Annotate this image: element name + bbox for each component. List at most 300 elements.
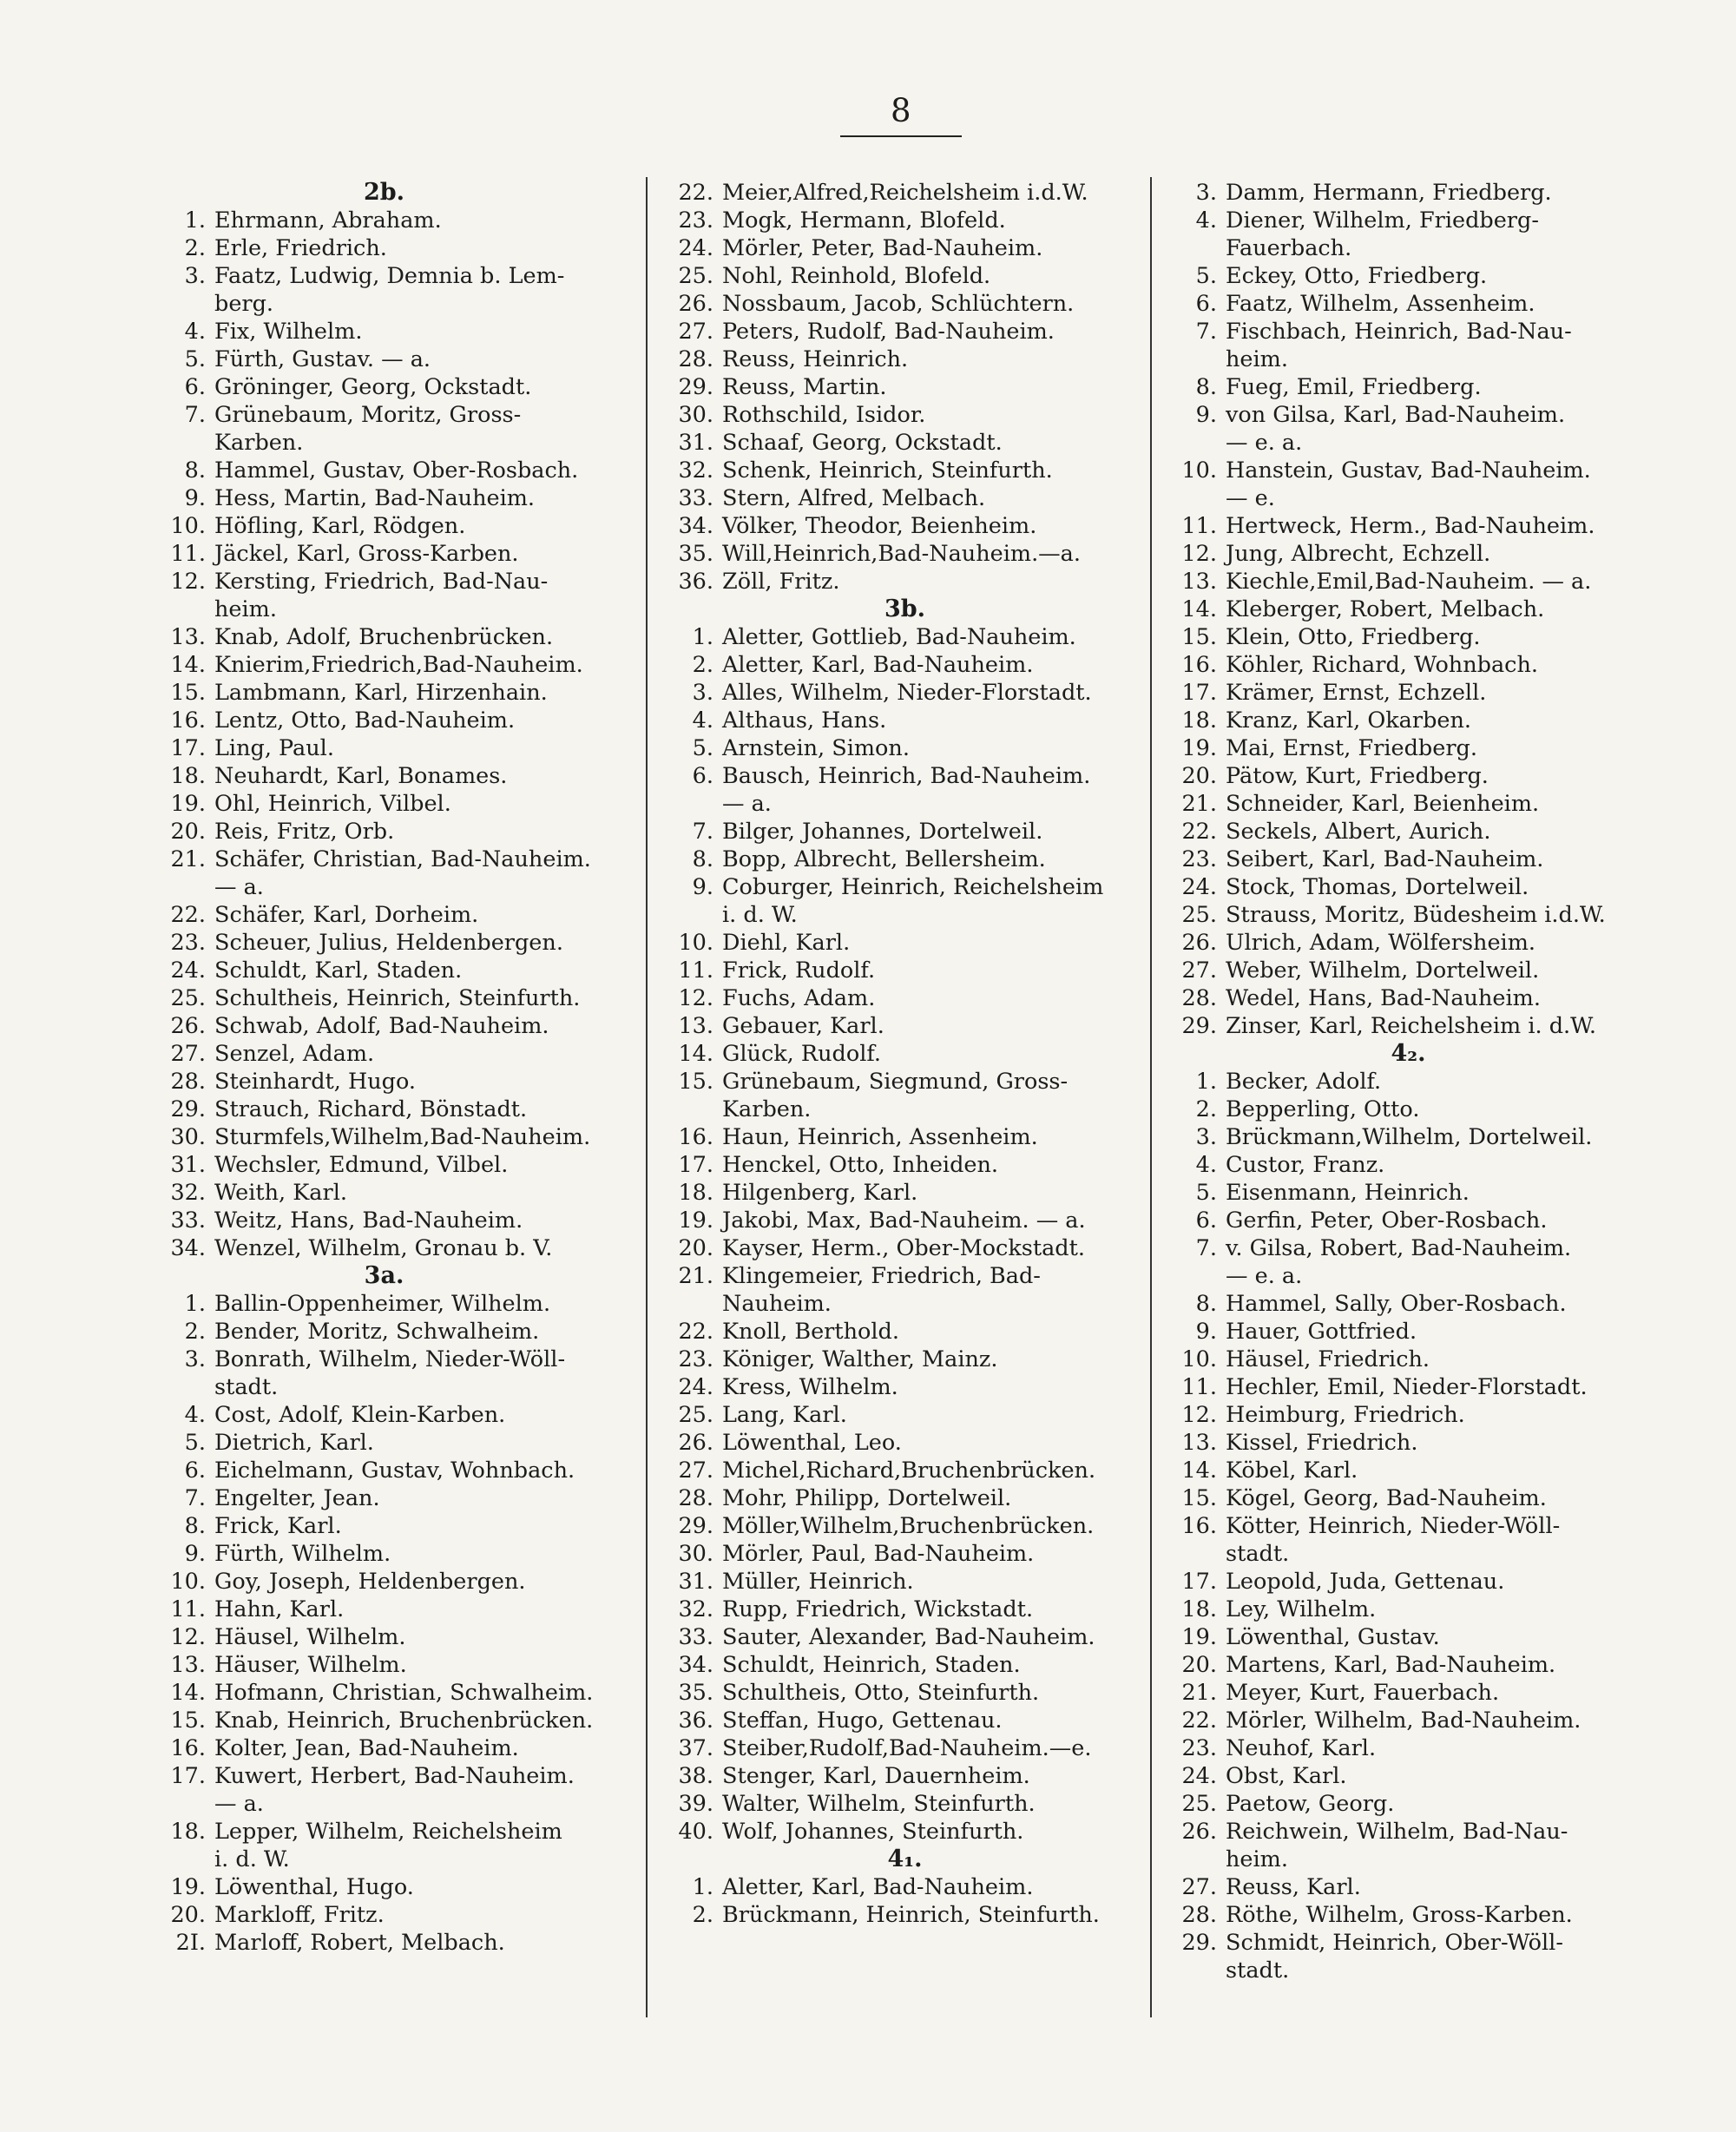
item-number: 4.: [1195, 1152, 1217, 1178]
item-text: Wolf, Johannes, Steinfurth.: [722, 1819, 1024, 1845]
item-number: 16.: [170, 707, 206, 734]
item-number: 6.: [184, 374, 206, 400]
list-item: [161, 651, 634, 679]
item-number: 32.: [678, 457, 713, 484]
item-text: Hammel, Sally, Ober-Rosbach.: [1226, 1291, 1567, 1317]
list-item: [161, 1596, 634, 1623]
item-text: Hechler, Emil, Nieder-Florstadt.: [1226, 1374, 1588, 1400]
list-item: [161, 707, 634, 734]
list-item: [668, 568, 1141, 596]
item-text: von Gilsa, Karl, Bad-Nauheim. — e. a.: [1226, 402, 1566, 456]
list-item: [1172, 1707, 1645, 1734]
item-text: Hess, Martin, Bad-Nauheim.: [214, 485, 536, 511]
item-number: 6.: [1195, 291, 1217, 317]
item-number: 19.: [1181, 735, 1217, 761]
item-number: 4.: [184, 1402, 206, 1428]
item-text: Weber, Wilhelm, Dortelweil.: [1226, 957, 1540, 984]
item-number: 7.: [692, 819, 713, 845]
item-text: Sturmfels,Wilhelm,Bad-Nauheim.: [214, 1124, 591, 1150]
item-number: 40.: [678, 1819, 713, 1845]
item-number: 20.: [170, 819, 206, 845]
list-item: [161, 1873, 634, 1901]
item-number: 5.: [692, 735, 713, 761]
item-text: Löwenthal, Leo.: [722, 1430, 902, 1456]
item-text: Mohr, Philipp, Dortelweil.: [722, 1485, 1012, 1511]
item-number: 11.: [678, 957, 713, 984]
item-number: 28.: [678, 346, 713, 372]
item-number: 19.: [170, 1874, 206, 1900]
item-text: Mörler, Wilhelm, Bad-Nauheim.: [1226, 1708, 1581, 1734]
item-number: 37.: [678, 1735, 713, 1761]
list-item: [1172, 957, 1645, 984]
item-text: Ling, Paul.: [214, 735, 334, 761]
item-text: Gerfin, Peter, Ober-Rosbach.: [1226, 1207, 1548, 1234]
list-item: [1172, 1679, 1645, 1707]
item-number: 36.: [678, 1708, 713, 1734]
item-text: Frick, Rudolf.: [722, 957, 876, 984]
item-text: Hauer, Gottfried.: [1226, 1319, 1417, 1345]
item-number: 26.: [170, 1013, 206, 1039]
item-text: Neuhardt, Karl, Bonames.: [214, 763, 508, 789]
item-text: Pätow, Kurt, Friedberg.: [1226, 763, 1489, 789]
item-number: 31.: [170, 1152, 206, 1178]
list-item: [161, 1096, 634, 1123]
item-number: 18.: [678, 1180, 713, 1206]
item-number: 22.: [1181, 819, 1217, 845]
item-text: Gröninger, Georg, Ockstadt.: [214, 374, 532, 400]
item-text: Strauss, Moritz, Büdesheim i.d.W.: [1226, 902, 1606, 928]
item-text: Weitz, Hans, Bad-Nauheim.: [214, 1207, 523, 1234]
item-text: Ehrmann, Abraham.: [214, 207, 442, 234]
item-number: 28.: [678, 1485, 713, 1511]
list-item: [161, 1707, 634, 1734]
item-text: Neuhof, Karl.: [1226, 1735, 1377, 1761]
item-number: 20.: [170, 1902, 206, 1928]
item-number: 14.: [1181, 596, 1217, 622]
list-item: [1172, 929, 1645, 957]
list-item: [668, 1457, 1141, 1484]
item-number: 3.: [692, 680, 713, 706]
item-number: 32.: [678, 1596, 713, 1622]
item-number: 12.: [1181, 541, 1217, 567]
list-item: [161, 373, 634, 401]
item-text: Brückmann,Wilhelm, Dortelweil.: [1226, 1124, 1593, 1150]
list-item: [1172, 540, 1645, 568]
item-number: 7.: [1195, 1235, 1217, 1261]
item-number: 30.: [678, 402, 713, 428]
item-number: 26.: [678, 1430, 713, 1456]
item-number: 28.: [170, 1069, 206, 1095]
list-item: [161, 1818, 634, 1873]
list-item: [668, 1401, 1141, 1429]
item-text: Königer, Walther, Mainz.: [722, 1346, 998, 1372]
list-item: [668, 1429, 1141, 1457]
section-heading: 4₂.: [1391, 1040, 1426, 1067]
list-item: [1172, 1818, 1645, 1873]
list-item: [668, 1818, 1141, 1846]
item-number: 8.: [184, 457, 206, 484]
item-number: 10.: [1181, 457, 1217, 484]
list-item: [1172, 1429, 1645, 1457]
item-text: Häusel, Wilhelm.: [214, 1624, 406, 1650]
list-item: [1172, 1179, 1645, 1207]
item-text: Schuldt, Karl, Staden.: [214, 957, 463, 984]
item-text: Aletter, Karl, Bad-Nauheim.: [722, 652, 1034, 678]
item-number: 23.: [678, 207, 713, 234]
section-heading: 3b.: [884, 596, 926, 622]
item-text: Rothschild, Isidor.: [722, 402, 926, 428]
list-item: [668, 1707, 1141, 1734]
list-item: [1172, 318, 1645, 373]
item-number: 29.: [1181, 1930, 1217, 1956]
list-item: [1172, 1373, 1645, 1401]
item-text: Marloff, Robert, Melbach.: [214, 1930, 505, 1956]
item-text: Hanstein, Gustav, Bad-Nauheim. — e.: [1226, 457, 1591, 511]
column-right: [1172, 179, 1645, 1984]
list-item: [161, 540, 634, 568]
item-number: 22.: [170, 902, 206, 928]
list-item: [1172, 1512, 1645, 1568]
item-text: Haun, Heinrich, Assenheim.: [722, 1124, 1038, 1150]
item-text: Steinhardt, Hugo.: [214, 1069, 416, 1095]
item-text: Steffan, Hugo, Gettenau.: [722, 1708, 1003, 1734]
item-number: 1.: [1195, 1069, 1217, 1095]
item-text: Mogk, Hermann, Blofeld.: [722, 207, 1006, 234]
item-text: Bepperling, Otto.: [1226, 1096, 1420, 1122]
item-number: 20.: [1181, 763, 1217, 789]
list-item: [1172, 1484, 1645, 1512]
item-text: Aletter, Karl, Bad-Nauheim.: [722, 1874, 1034, 1900]
item-number: 27.: [678, 319, 713, 345]
list-item: [161, 1429, 634, 1457]
item-number: 22.: [1181, 1708, 1217, 1734]
item-number: 6.: [1195, 1207, 1217, 1234]
item-text: Senzel, Adam.: [214, 1041, 375, 1067]
item-number: 8.: [692, 846, 713, 872]
list-item: [668, 1234, 1141, 1262]
list-item: [668, 1651, 1141, 1679]
list-item: [668, 1901, 1141, 1929]
item-text: Jung, Albrecht, Echzell.: [1226, 541, 1491, 567]
list-item: [668, 873, 1141, 929]
list-item: [668, 234, 1141, 262]
list-item: [161, 568, 634, 623]
item-text: Ley, Wilhelm.: [1226, 1596, 1377, 1622]
item-number: 29.: [170, 1096, 206, 1122]
list-item: [161, 790, 634, 818]
item-number: 24.: [1181, 1763, 1217, 1789]
item-text: Gebauer, Karl.: [722, 1013, 884, 1039]
item-number: 28.: [1181, 985, 1217, 1011]
item-text: Diehl, Karl.: [722, 930, 851, 956]
list-item: [161, 1929, 634, 1957]
item-number: 12.: [170, 1624, 206, 1650]
item-text: Fueg, Emil, Friedberg.: [1226, 374, 1482, 400]
list-item: [161, 318, 634, 345]
item-text: Schenk, Heinrich, Steinfurth.: [722, 457, 1053, 484]
list-item: [668, 1068, 1141, 1123]
item-text: Fürth, Wilhelm.: [214, 1541, 391, 1567]
list-item: [668, 1512, 1141, 1540]
item-text: Heimburg, Friedrich.: [1226, 1402, 1465, 1428]
list-item: [668, 1734, 1141, 1762]
list-item: [668, 401, 1141, 429]
list-item: [1172, 1901, 1645, 1929]
item-text: Mörler, Paul, Bad-Nauheim.: [722, 1541, 1035, 1567]
item-number: 10.: [678, 930, 713, 956]
item-text: Markloff, Fritz.: [214, 1902, 385, 1928]
item-number: 21.: [1181, 1680, 1217, 1706]
item-number: 18.: [1181, 707, 1217, 734]
item-number: 19.: [678, 1207, 713, 1234]
item-text: Fischbach, Heinrich, Bad-Nau- heim.: [1226, 319, 1572, 372]
item-text: Seckels, Albert, Aurich.: [1226, 819, 1491, 845]
list-item: [1172, 984, 1645, 1012]
item-number: 3.: [1195, 180, 1217, 206]
list-item: [1172, 901, 1645, 929]
item-number: 25.: [1181, 902, 1217, 928]
item-text: Kuwert, Herbert, Bad-Nauheim. — a.: [214, 1763, 575, 1817]
list-item: [161, 818, 634, 846]
item-text: Hilgenberg, Karl.: [722, 1180, 918, 1206]
item-number: 22.: [678, 1319, 713, 1345]
item-number: 3.: [184, 263, 206, 289]
item-number: 29.: [678, 1513, 713, 1539]
list-item: [161, 1540, 634, 1568]
list-item: [161, 1734, 634, 1762]
item-number: 6.: [692, 763, 713, 789]
item-number: 22.: [678, 180, 713, 206]
list-item: [1172, 1457, 1645, 1484]
list-item: [668, 1207, 1141, 1234]
item-number: 11.: [1181, 513, 1217, 539]
item-number: 2I.: [175, 1930, 206, 1956]
item-text: Klein, Otto, Friedberg.: [1226, 624, 1481, 650]
item-number: 2.: [692, 652, 713, 678]
item-text: Custor, Franz.: [1226, 1152, 1385, 1178]
list-item: [668, 1568, 1141, 1596]
item-text: Damm, Hermann, Friedberg.: [1226, 180, 1552, 206]
item-text: Mai, Ernst, Friedberg.: [1226, 735, 1477, 761]
list-item: [1172, 1123, 1645, 1151]
item-number: 6.: [184, 1458, 206, 1484]
item-text: Stenger, Karl, Dauernheim.: [722, 1763, 1030, 1789]
list-item: [668, 679, 1141, 707]
item-text: Grünebaum, Moritz, Gross- Karben.: [214, 402, 522, 456]
item-text: Knierim,Friedrich,Bad-Nauheim.: [214, 652, 583, 678]
item-number: 16.: [678, 1124, 713, 1150]
item-number: 5.: [184, 1430, 206, 1456]
list-item: [1172, 1151, 1645, 1179]
item-number: 7.: [1195, 319, 1217, 345]
list-item: [1172, 1762, 1645, 1790]
list-item: [161, 734, 634, 762]
list-item: [668, 707, 1141, 734]
list-item: [668, 1012, 1141, 1040]
list-item: [1172, 818, 1645, 846]
item-number: 16.: [1181, 1513, 1217, 1539]
item-text: Meier,Alfred,Reichelsheim i.d.W.: [722, 180, 1088, 206]
list-item: [1172, 1290, 1645, 1318]
list-item: [1172, 1623, 1645, 1651]
list-item: [161, 1457, 634, 1484]
list-item: [161, 1179, 634, 1207]
section-heading: 3a.: [364, 1262, 404, 1289]
list-item: [161, 1651, 634, 1679]
item-number: 12.: [170, 569, 206, 595]
item-number: 26.: [678, 291, 713, 317]
list-item: [668, 1596, 1141, 1623]
item-text: Hammel, Gustav, Ober-Rosbach.: [214, 457, 579, 484]
item-text: Knoll, Berthold.: [722, 1319, 899, 1345]
item-text: Will,Heinrich,Bad-Nauheim.—a.: [722, 541, 1081, 567]
page-number: 8: [891, 92, 911, 129]
item-text: Schwab, Adolf, Bad-Nauheim.: [214, 1013, 549, 1039]
list-item: [161, 1623, 634, 1651]
item-number: 23.: [678, 1346, 713, 1372]
item-number: 15.: [170, 680, 206, 706]
item-number: 18.: [170, 1819, 206, 1845]
item-number: 15.: [170, 1708, 206, 1734]
item-number: 35.: [678, 541, 713, 567]
list-item: [161, 1290, 634, 1318]
list-item: [668, 846, 1141, 873]
item-text: Kranz, Karl, Okarben.: [1226, 707, 1472, 734]
list-item: [161, 846, 634, 901]
item-number: 11.: [170, 541, 206, 567]
list-item: [668, 762, 1141, 818]
list-item: [1172, 207, 1645, 262]
list-item: [668, 734, 1141, 762]
list-item: [668, 1151, 1141, 1179]
column-divider: [1150, 177, 1152, 2017]
item-number: 27.: [170, 1041, 206, 1067]
item-text: Glück, Rudolf.: [722, 1041, 881, 1067]
item-number: 18.: [1181, 1596, 1217, 1622]
item-number: 31.: [678, 430, 713, 456]
item-text: Faatz, Ludwig, Demnia b. Lem- berg.: [214, 263, 565, 317]
list-item: [1172, 651, 1645, 679]
item-number: 21.: [170, 846, 206, 872]
item-text: Reuss, Martin.: [722, 374, 887, 400]
item-number: 15.: [678, 1069, 713, 1095]
list-item: [1172, 401, 1645, 457]
list-item: [1172, 846, 1645, 873]
list-item: [1172, 1929, 1645, 1984]
item-text: Walter, Wilhelm, Steinfurth.: [722, 1791, 1036, 1817]
item-number: 21.: [678, 1263, 713, 1289]
item-number: 21.: [1181, 791, 1217, 817]
item-number: 16.: [170, 1735, 206, 1761]
list-item: [668, 1123, 1141, 1151]
list-item: [1172, 373, 1645, 401]
item-text: Nohl, Reinhold, Blofeld.: [722, 263, 991, 289]
list-item: [1172, 1096, 1645, 1123]
item-text: Müller, Heinrich.: [722, 1569, 914, 1595]
item-text: Fuchs, Adam.: [722, 985, 876, 1011]
item-text: Alles, Wilhelm, Nieder-Florstadt.: [722, 680, 1092, 706]
item-number: 20.: [678, 1235, 713, 1261]
item-number: 13.: [1181, 569, 1217, 595]
list-item: [668, 929, 1141, 957]
item-text: Ohl, Heinrich, Vilbel.: [214, 791, 451, 817]
item-number: 36.: [678, 569, 713, 595]
column-middle: [668, 179, 1141, 1929]
list-item: [161, 1318, 634, 1346]
item-text: Möller,Wilhelm,Bruchenbrücken.: [722, 1513, 1095, 1539]
item-number: 17.: [1181, 1569, 1217, 1595]
item-number: 19.: [1181, 1624, 1217, 1650]
item-text: Bilger, Johannes, Dortelweil.: [722, 819, 1043, 845]
item-text: Zöll, Fritz.: [722, 569, 840, 595]
item-text: Schultheis, Heinrich, Steinfurth.: [214, 985, 581, 1011]
item-number: 13.: [1181, 1430, 1217, 1456]
list-item: [668, 318, 1141, 345]
item-text: Löwenthal, Gustav.: [1226, 1624, 1440, 1650]
item-number: 10.: [170, 513, 206, 539]
item-text: Löwenthal, Hugo.: [214, 1874, 414, 1900]
list-item: [161, 1346, 634, 1401]
item-text: Dietrich, Karl.: [214, 1430, 374, 1456]
list-item: [161, 762, 634, 790]
item-number: 38.: [678, 1763, 713, 1789]
list-item: [161, 1040, 634, 1068]
item-text: Aletter, Gottlieb, Bad-Nauheim.: [722, 624, 1076, 650]
item-number: 2.: [1195, 1096, 1217, 1122]
item-number: 27.: [678, 1458, 713, 1484]
item-number: 25.: [1181, 1791, 1217, 1817]
list-item: [1172, 734, 1645, 762]
list-item: [1172, 457, 1645, 512]
item-number: 17.: [1181, 680, 1217, 706]
item-text: Hahn, Karl.: [214, 1596, 345, 1622]
item-text: Schmidt, Heinrich, Ober-Wöll- stadt.: [1226, 1930, 1563, 1984]
list-item: [161, 512, 634, 540]
list-item: [161, 1012, 634, 1040]
column-left: [161, 179, 634, 1957]
list-item: [161, 1151, 634, 1179]
list-item: [161, 901, 634, 929]
item-text: Mörler, Peter, Bad-Nauheim.: [722, 235, 1043, 261]
item-number: 33.: [678, 485, 713, 511]
item-text: Coburger, Heinrich, Reichelsheim i. d. W.: [722, 874, 1104, 928]
list-item: [161, 1068, 634, 1096]
item-number: 23.: [1181, 846, 1217, 872]
item-text: Kötter, Heinrich, Nieder-Wöll- stadt.: [1226, 1513, 1561, 1567]
item-text: Schultheis, Otto, Steinfurth.: [722, 1680, 1040, 1706]
list-item: [1172, 179, 1645, 207]
item-number: 9.: [184, 1541, 206, 1567]
list-item: [1172, 1234, 1645, 1290]
list-item: [161, 957, 634, 984]
list-item: [668, 1623, 1141, 1651]
item-text: Kiechle,Emil,Bad-Nauheim. — a.: [1226, 569, 1592, 595]
item-number: 2.: [692, 1902, 713, 1928]
list-item: [1172, 1401, 1645, 1429]
list-item: [668, 262, 1141, 290]
list-item: [1172, 790, 1645, 818]
item-text: Erle, Friedrich.: [214, 235, 387, 261]
section-heading: 4₁.: [887, 1846, 923, 1872]
item-text: Nossbaum, Jacob, Schlüchtern.: [722, 291, 1075, 317]
item-text: Kersting, Friedrich, Bad-Nau- heim.: [214, 569, 549, 622]
item-number: 3.: [1195, 1124, 1217, 1150]
list-item: [161, 1762, 634, 1818]
item-text: Cost, Adolf, Klein-Karben.: [214, 1402, 506, 1428]
item-number: 24.: [170, 957, 206, 984]
item-number: 9.: [184, 485, 206, 511]
item-text: Lang, Karl.: [722, 1402, 847, 1428]
